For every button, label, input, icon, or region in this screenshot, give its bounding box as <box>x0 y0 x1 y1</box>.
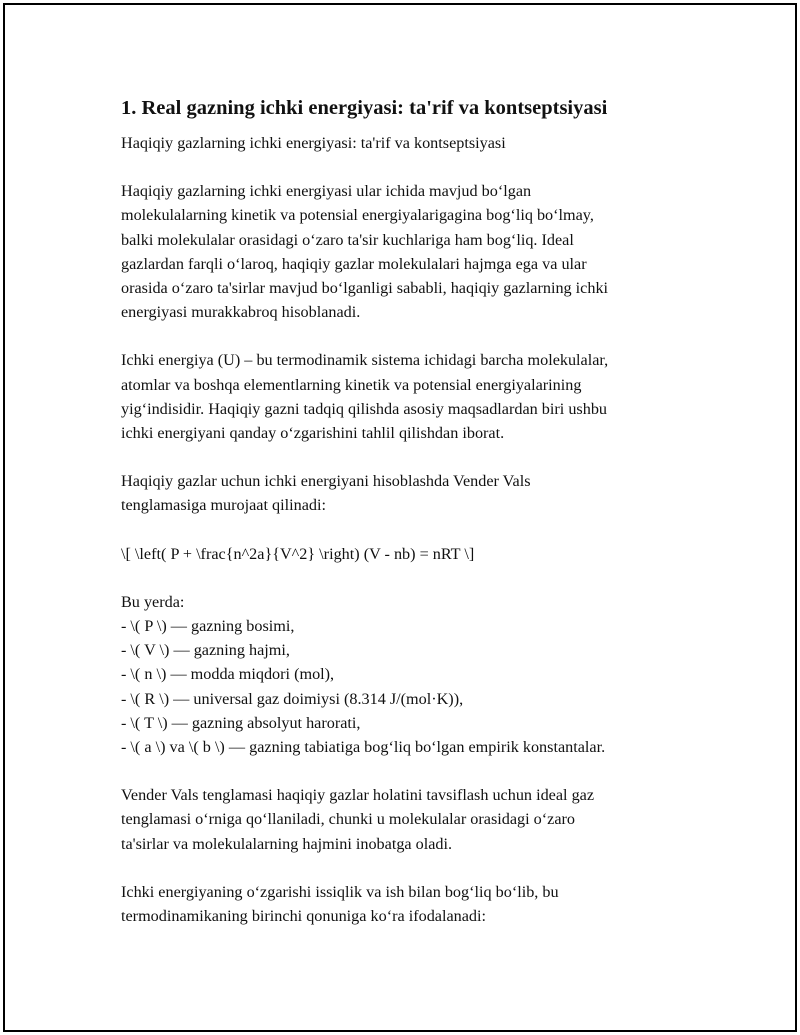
text-line: tenglamasiga murojaat qilinadi: <box>121 496 326 515</box>
list-heading: Bu yerda: <box>121 592 185 611</box>
text-line: orasida o‘zaro ta'sirlar mavjud bo‘lganligi sababli, haqiqiy gazlarning ichki <box>121 279 609 298</box>
list-item: - \( a \) va \( b \) — gazning tabiatiga bog‘liq bo‘lgan empirik konstantalar. <box>121 738 606 757</box>
text-line: Haqiqiy gazlarning ichki energiyasi: ta'rif va kontseptsiyasi <box>121 134 506 152</box>
text-line: atomlar va boshqa elementlarning kinetik va potensial energiyalarining <box>121 375 582 394</box>
formula-line: \[ \left( P + \frac{n^2a}{V^2} \right) (V - nb) = nRT \] <box>121 544 475 563</box>
text-line: balki molekulalar orasidagi o‘zaro ta'sir kuchlariga ham bog‘liq. Ideal <box>121 230 574 249</box>
section-title: 1. Real gazning ichki energiyasi: ta'rif va kontseptsiyasi <box>121 97 608 119</box>
variables-list <box>121 590 681 759</box>
list-item: - \( T \) — gazning absolyut harorati, <box>121 713 361 732</box>
text-line: Ichki energiyaning o‘zgarishi issiqlik va ish bilan bog‘liq bo‘lib, bu <box>121 882 559 901</box>
definition-paragraph <box>121 179 681 324</box>
list-item: - \( P \) — gazning bosimi, <box>121 617 295 636</box>
text-line: gazlardan farqli o‘laroq, haqiqiy gazlar molekulalari hajmga ega va ular <box>121 254 587 273</box>
intro-paragraph <box>121 131 681 155</box>
text-line: Vender Vals tenglamasi haqiqiy gazlar holatini tavsiflash uchun ideal gaz <box>121 786 595 805</box>
internal-energy-paragraph <box>121 348 681 445</box>
document-page <box>3 3 797 1032</box>
text-line: yig‘indisidir. Haqiqiy gazni tadqiq qilishda asosiy maqsadlardan biri ushbu <box>121 399 608 418</box>
list-item: - \( R \) — universal gaz doimiysi (8.314 J/(mol·K)), <box>121 689 464 708</box>
van-der-waals-intro-paragraph <box>121 469 681 517</box>
text-line: Haqiqiy gazlarning ichki energiyasi ular ichida mavjud bo‘lgan <box>121 182 532 201</box>
first-law-paragraph <box>121 880 681 928</box>
van-der-waals-usage-paragraph <box>121 783 681 856</box>
list-item: - \( V \) — gazning hajmi, <box>121 641 290 660</box>
text-line: tenglamasi o‘rniga qo‘llaniladi, chunki u molekulalar orasidagi o‘zaro <box>121 810 576 829</box>
text-line: energiyasi murakkabroq hisoblanadi. <box>121 303 361 322</box>
list-item: - \( n \) — modda miqdori (mol), <box>121 665 335 684</box>
text-line: molekulalarning kinetik va potensial energiyalarigagina bog‘liq bo‘lmay, <box>121 206 594 225</box>
text-line: ichki energiyani qanday o‘zgarishini tahlil qilishdan iborat. <box>121 424 505 443</box>
document-content <box>121 93 681 952</box>
text-line: termodinamikaning birinchi qonuniga ko‘ra ifodalanadi: <box>121 907 487 926</box>
van-der-waals-formula <box>121 542 681 566</box>
text-line: ta'sirlar va molekulalarning hajmini inobatga oladi. <box>121 834 453 853</box>
text-line: Haqiqiy gazlar uchun ichki energiyani hisoblashda Vender Vals <box>121 472 531 491</box>
text-line: Ichki energiya (U) – bu termodinamik sistema ichidagi barcha molekulalar, <box>121 351 609 370</box>
